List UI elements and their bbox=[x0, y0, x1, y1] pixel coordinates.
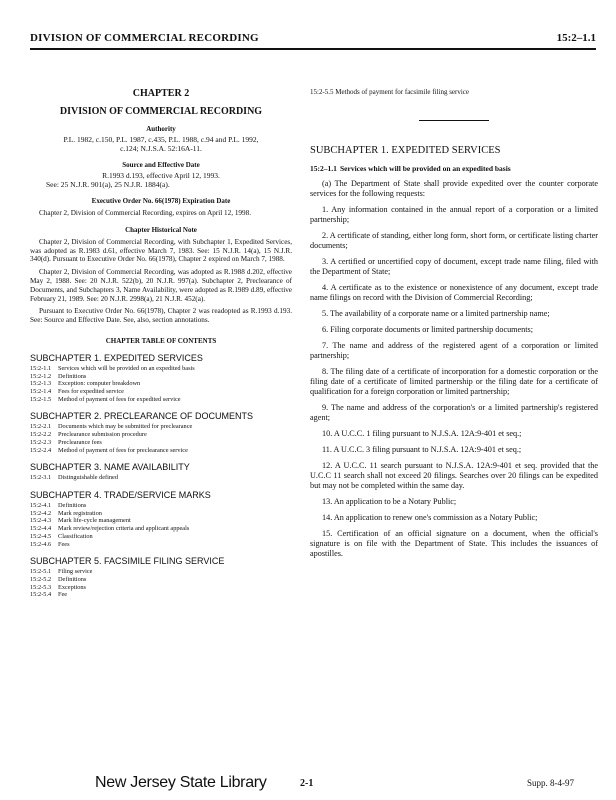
list-item: 11. A U.C.C. 3 filing pursuant to N.J.S.A. 12A:9-401 et seq.; bbox=[322, 444, 522, 454]
toc-item-number: 15:2-4.2 bbox=[30, 509, 52, 517]
toc-item bbox=[30, 576, 292, 584]
toc-subchapter-heading: SUBCHAPTER 1. EXPEDITED SERVICES bbox=[30, 352, 203, 363]
source-lines bbox=[46, 171, 276, 189]
toc-item-title: Preclearance submission procedure bbox=[58, 431, 147, 439]
subchapter-heading: SUBCHAPTER 1. EXPEDITED SERVICES bbox=[310, 145, 501, 156]
toc-item-title: Mark review/rejection criteria and applicant appeals bbox=[58, 525, 190, 533]
section-body bbox=[310, 179, 598, 560]
toc-item-title: Exception: computer breakdown bbox=[58, 380, 141, 388]
toc-heading: CHAPTER TABLE OF CONTENTS bbox=[105, 336, 217, 345]
chapter-number: CHAPTER 2 bbox=[132, 88, 190, 99]
list-item: 3. A certified or uncertified copy of document, except trade name filing, filed with the Department of State; bbox=[310, 256, 598, 277]
toc-list bbox=[30, 474, 292, 482]
toc-item-title: Filing service bbox=[58, 568, 93, 576]
toc-item bbox=[30, 510, 292, 518]
toc-item-number: 15:2-4.6 bbox=[30, 540, 52, 548]
header-section: 15:2–1.1 bbox=[556, 32, 596, 44]
toc-item-title: Preclearance fees bbox=[58, 438, 102, 446]
toc-item-title: Mark life-cycle management bbox=[58, 517, 131, 525]
toc-item-title: Exceptions bbox=[58, 583, 86, 591]
toc-item bbox=[30, 380, 292, 388]
list-item: 8. The filing date of a certificate of incorporation for a domestic corporation or the filing date of a certificate of limited partnership or the filing date for a certificate of qualification for a foreign corporation or limited partnership; bbox=[310, 366, 598, 397]
toc-item bbox=[30, 365, 292, 373]
toc-item-number: 15:2-2.1 bbox=[30, 423, 52, 431]
toc-list bbox=[30, 568, 292, 599]
toc-item bbox=[30, 431, 292, 439]
toc-item bbox=[30, 373, 292, 381]
supplement-date: Supp. 8-4-97 bbox=[527, 778, 574, 788]
page-number: 2-1 bbox=[300, 778, 314, 789]
toc-item-number: 15:2-4.5 bbox=[30, 532, 52, 540]
toc-item-title: Distinguishable defined bbox=[58, 474, 118, 482]
toc-item-number: 15:2-1.5 bbox=[30, 395, 52, 403]
toc-item-title: Fees bbox=[58, 540, 70, 548]
historical-note-para: Chapter 2, Division of Commercial Recording, with Subchapter 1, Expedited Services, was adopted as R.1983 d.61, effective March 7, 1983. See: 15 N.J.R. 14(a), 15 N.J.R. 340(d). Pursuant to Executive Order No. 66(1978), Chapter 2 expired on March 7, 1988. bbox=[30, 237, 292, 264]
authority-text: P.L. 1982, c.150, P.L. 1987, c.435, P.L. 1988, c.94 and P.L. 1992, c.124; N.J.S.A. 52:16A-11. bbox=[63, 135, 259, 153]
chapter-title: DIVISION OF COMMERCIAL RECORDING bbox=[59, 106, 263, 117]
toc-list bbox=[30, 423, 292, 454]
section-intro: (a) The Department of State shall provide expedited over the counter corporate services for the following requests: bbox=[310, 178, 598, 198]
toc-item-number: 15:2-5.1 bbox=[30, 568, 52, 576]
right-column bbox=[310, 58, 598, 560]
toc-subchapter-heading: SUBCHAPTER 4. TRADE/SERVICE MARKS bbox=[30, 490, 211, 500]
authority-heading: Authority bbox=[146, 125, 176, 133]
toc-item-number: 15:2-2.2 bbox=[30, 431, 52, 439]
toc-item bbox=[30, 423, 292, 431]
toc-item bbox=[30, 439, 292, 447]
list-item: 4. A certificate as to the existence or nonexistence of any document, except trade name filings on record with the Division of Commercial Recording; bbox=[310, 282, 598, 303]
toc-item-title: Classification bbox=[58, 532, 93, 540]
toc-item-number: 15:2-4.3 bbox=[30, 517, 52, 525]
source-line: R.1993 d.193, effective April 12, 1993. bbox=[102, 171, 220, 180]
toc-item-number: 15:2-5.4 bbox=[30, 591, 52, 599]
toc-item-number: 15:2-1.1 bbox=[30, 364, 52, 372]
toc-item-number: 15:2-4.1 bbox=[30, 502, 52, 509]
list-item: 9. The name and address of the corporation's or a limited partnership's registered agent; bbox=[310, 403, 598, 423]
toc-item-number: 15:2-1.3 bbox=[30, 380, 52, 388]
divider-rule bbox=[419, 120, 489, 121]
list-item: 13. An application to be a Notary Public; bbox=[322, 497, 457, 507]
toc-item bbox=[30, 533, 292, 541]
toc-list bbox=[30, 365, 292, 404]
toc-item-title: Definitions bbox=[58, 575, 87, 583]
toc-list bbox=[30, 502, 292, 548]
toc-item-title: Fee bbox=[58, 591, 68, 599]
list-item: 5. The availability of a corporate name or a limited partnership name; bbox=[322, 308, 550, 318]
toc-item-number: 15:2-5.2 bbox=[30, 575, 52, 583]
header-title: DIVISION OF COMMERCIAL RECORDING bbox=[30, 32, 259, 44]
section-heading bbox=[310, 164, 598, 173]
historical-note-para: Chapter 2, Division of Commercial Recording, was adopted as R.1988 d.202, effective May 2, 1988. See: 20 N.J.R. 522(b), 20 N.J.R. 997(a). Subchapter 2, Preclearance of Documents, and Subchapters 3, Name Availability, were adopted as R.1989 d.89, effective February 21, 1989. See: 20 N.J.R. 2998(a), 21 N.J.R. 452(a). bbox=[30, 268, 292, 303]
left-column bbox=[30, 58, 292, 599]
toc-item bbox=[30, 517, 292, 525]
library-stamp: New Jersey State Library bbox=[95, 774, 267, 791]
toc-subchapter-heading: SUBCHAPTER 2. PRECLEARANCE OF DOCUMENTS bbox=[30, 411, 254, 422]
toc-item-title: Fees for expedited service bbox=[58, 388, 124, 396]
source-heading: Source and Effective Date bbox=[122, 161, 200, 169]
toc-item-title: Mark registration bbox=[58, 509, 102, 517]
section-title: Services which will be provided on an expedited basis bbox=[340, 164, 511, 173]
toc-item bbox=[30, 474, 292, 482]
source-line: See: 25 N.J.R. 901(a), 25 N.J.R. 1884(a). bbox=[46, 180, 170, 189]
toc-item bbox=[30, 591, 292, 599]
toc-item bbox=[30, 525, 292, 533]
exec-order-text: Chapter 2, Division of Commercial Recording, expires on April 12, 1998. bbox=[39, 209, 251, 217]
toc-item bbox=[30, 502, 292, 510]
list-item: 15. Certification of an official signature on a document, when the official's signature is on file with the Department of State. This includes the issuances of apostilles. bbox=[310, 528, 598, 559]
list-item: 12. A U.C.C. 11 search pursuant to N.J.S.A. 12A:9-401 et seq. provided that the U.C.C 11 search shall not exceed 20 filings. Searches over 20 filings can be expedited but may not be completed within the same day. bbox=[310, 460, 598, 491]
toc-item bbox=[30, 568, 292, 576]
toc-item bbox=[30, 388, 292, 396]
toc-item-number: 15:2-5.3 bbox=[30, 583, 52, 591]
table-of-contents bbox=[30, 353, 292, 599]
list-item: 7. The name and address of the registered agent of a corporation or limited partnership; bbox=[310, 340, 598, 360]
toc-item-number: 15:2-1.4 bbox=[30, 388, 52, 396]
list-item: 10. A U.C.C. 1 filing pursuant to N.J.S.A. 12A:9-401 et seq.; bbox=[322, 429, 522, 439]
list-item: 1. Any information contained in the annual report of a corporation or a limited partnership; bbox=[310, 204, 598, 224]
historical-note-heading: Chapter Historical Note bbox=[125, 225, 197, 234]
toc-item-number: 15:2-4.4 bbox=[30, 525, 52, 533]
list-item: 6. Filing corporate documents or limited partnership documents; bbox=[322, 324, 534, 334]
toc-item-number: 15:2-2.3 bbox=[30, 438, 52, 446]
running-header bbox=[30, 32, 596, 50]
toc-item-number: 15:2-1.2 bbox=[30, 372, 52, 380]
toc-subchapter-heading: SUBCHAPTER 5. FACSIMILE FILING SERVICE bbox=[30, 556, 225, 567]
toc-item bbox=[30, 396, 292, 404]
toc-continuation: 15:2-5.5 Methods of payment for facsimile filing service bbox=[310, 88, 470, 96]
toc-item bbox=[30, 541, 292, 549]
toc-item-title: Services which will be provided on an expedited basis bbox=[58, 364, 195, 372]
toc-item-title: Definitions bbox=[58, 372, 87, 380]
exec-order-heading: Executive Order No. 66(1978) Expiration Date bbox=[91, 197, 231, 205]
list-item: 14. An application to renew one's commission as a Notary Public; bbox=[322, 512, 538, 522]
toc-item bbox=[30, 447, 292, 455]
list-item: 2. A certificate of standing, either long form, short form, or certificate listing charter documents; bbox=[310, 230, 598, 250]
section-number: 15:2–1.1 bbox=[310, 164, 337, 173]
historical-note-para: Pursuant to Executive Order No. 66(1978), Chapter 2 was readopted as R.1993 d.193. See: Source and Effective Date. See, also, section annotations. bbox=[30, 307, 292, 325]
toc-subchapter-heading: SUBCHAPTER 3. NAME AVAILABILITY bbox=[30, 462, 190, 473]
toc-item-number: 15:2-2.4 bbox=[30, 446, 52, 454]
toc-item-title: Documents which may be submitted for preclearance bbox=[58, 423, 193, 431]
toc-item-title: Method of payment of fees for expedited service bbox=[58, 395, 181, 403]
toc-item-title: Definitions bbox=[58, 502, 87, 509]
toc-item bbox=[30, 584, 292, 592]
toc-item-title: Method of payment of fees for preclearance service bbox=[58, 446, 188, 454]
toc-item-number: 15:2-3.1 bbox=[30, 474, 52, 482]
